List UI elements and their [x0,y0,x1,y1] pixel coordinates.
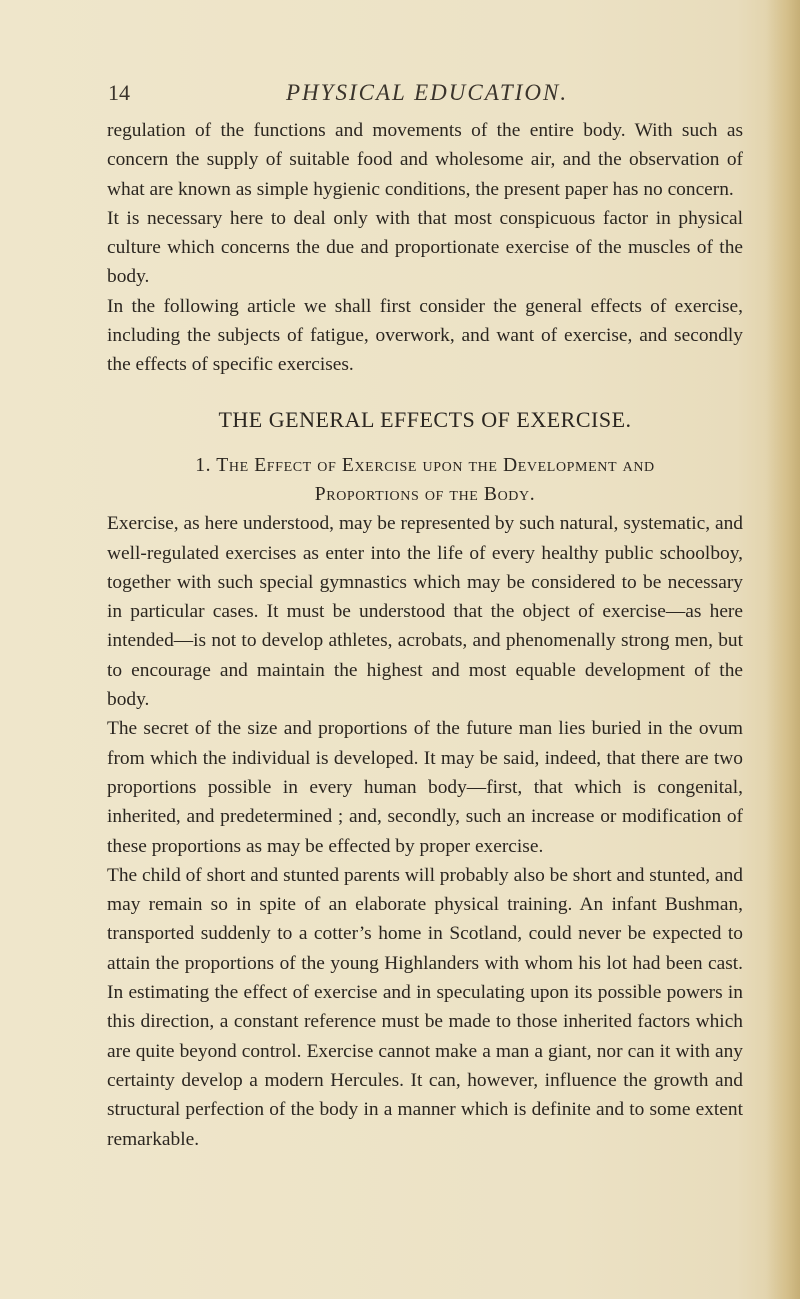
section-heading: THE GENERAL EFFECTS OF EXERCISE. [218,406,632,432]
paragraph: The child of short and stunted parents will probably also be short and stunted, and may remain so in spite of an elaborate physical training. An infant Bushman, transported suddenly to a cotter’s home in Scotland, could never be expected to attain the proportions of the young Highlanders with whom his lot had been cast. In estimating the effect of exercise and in speculating upon its possible powers in this direction, a constant reference must be made to those inherited factors which are quite beyond control. Exercise cannot make a man a giant, nor can it with any certainty develop a modern Hercules. It can, however, influence the growth and structural perfection of the body in a manner which is definite and to some extent remarkable. [107,864,743,1150]
paragraph: Exercise, as here understood, may be represented by such natural, systematic, and well-regulated exercises as enter into the life of every healthy public schoolboy, together with such special gymnastics which may be considered to be necessary in particular cases. It must be understood that the object of exercise—as here intended—is not to develop athletes, acrobats, and phenomenally strong men, but to encourage and maintain the highest and most equable development of the body. [107,513,743,711]
page-number: 14 [108,80,130,105]
running-title: PHYSICAL EDUCATION. [286,80,569,105]
subheading [107,451,743,480]
paragraph: regulation of the functions and movements of the entire body. With such as concern the supply of suitable food and wholesome air, and the observation of what are known as simple hygienic conditions, the present paper has no concern. [107,120,743,200]
page-edge-stain [766,0,800,1299]
subheading-line-1: The Effect of Exercise upon the Development and [216,454,655,476]
paragraph: It is necessary here to deal only with that most conspicuous factor in physical culture which concerns the due and proportionate exercise of the muscles of the body. [107,207,743,288]
paragraph: The secret of the size and proportions of the future man lies buried in the ovum from which the individual is developed. It may be said, indeed, that there are two proportions possible in every human body—first, that which is congenital, inherited, and predetermined ; and, secondly, such an increase or modification of these proportions as may be effected by proper exercise. [107,718,743,857]
subheading-line-2: Proportions of the Body. [314,483,536,505]
body-text [107,116,743,1154]
running-head [108,80,668,110]
subheading-number: 1. [195,454,212,476]
paragraph: In the following article we shall first consider the general effects of exercise, including the subjects of fatigue, overwork, and want of exercise, and secondly the effects of specific exercises. [107,295,743,376]
